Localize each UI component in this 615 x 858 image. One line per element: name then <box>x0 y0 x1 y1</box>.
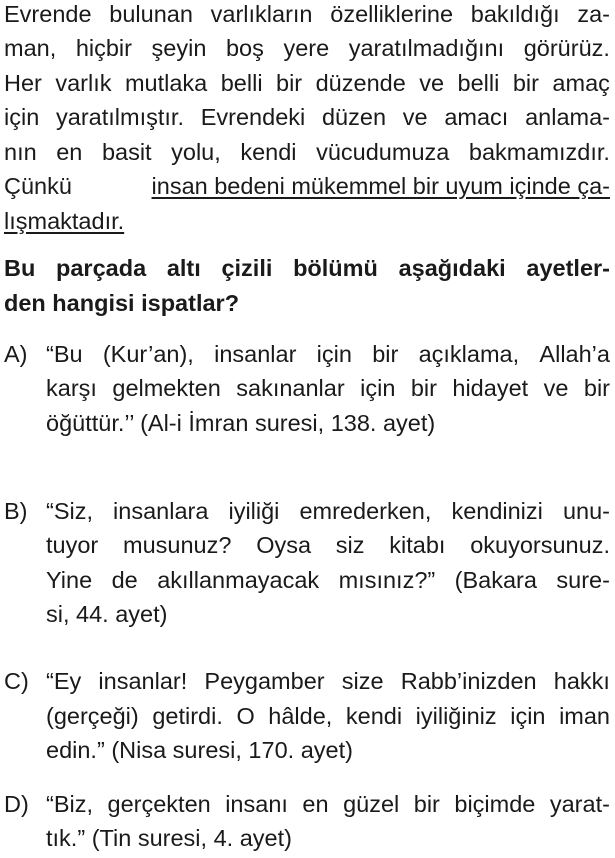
option-line: tık.” (Tin suresi, 4. ayet) <box>46 825 292 851</box>
option-line: Yine de akıllanmayacak mısınız?” (Bakara sure- <box>46 567 610 593</box>
option-letter: C) <box>4 668 29 694</box>
option-letter: D) <box>4 791 29 817</box>
option-line: “Biz, gerçekten insanı en güzel bir biçimde yarat- <box>46 791 610 817</box>
option-line: “Bu (Kur’an), insanlar için bir açıklama, Allah’a <box>46 341 610 367</box>
passage-line: nın en basit yolu, kendi vücudumuza bakmamızdır. <box>4 139 610 165</box>
passage-text: Çünkü <box>4 173 72 199</box>
option-line: “Siz, insanlara iyiliği emrederken, kendinizi unu- <box>46 498 610 524</box>
option-line: tuyor musunuz? Oysa siz kitabı okuyorsunuz. <box>46 532 610 558</box>
option-line: (gerçeği) getirdi. O hâlde, kendi iyiliğiniz için iman <box>46 703 610 729</box>
underlined-text: insan bedeni mükemmel bir uyum içinde ça- <box>151 173 610 199</box>
passage-line <box>4 169 610 203</box>
option-letter: A) <box>4 341 28 367</box>
option-letter: B) <box>4 498 28 524</box>
passage-line: için yaratılmıştır. Evrendeki düzen ve amacı anlama- <box>4 104 610 130</box>
passage-line: man, hiçbir şeyin boş yere yaratılmadığını görürüz. <box>4 35 610 61</box>
passage-line: Evrende bulunan varlıkların özelliklerine bakıldığı za- <box>4 1 610 27</box>
passage-line: Her varlık mutlaka belli bir düzende ve belli bir amaç <box>4 70 610 96</box>
option-line: “Ey insanlar! Peygamber size Rabb’inizden hakkı <box>46 668 610 694</box>
question-line: den hangisi ispatlar? <box>4 290 240 316</box>
underlined-text: lışmaktadır. <box>4 208 125 234</box>
option-line: öğüttür.’’ (Al-i İmran suresi, 138. ayet) <box>46 410 436 436</box>
question-line: Bu parçada altı çizili bölümü aşağıdaki ayetler- <box>4 255 610 281</box>
option-line: karşı gelmekten sakınanlar için bir hidayet ve bir <box>46 375 610 401</box>
passage-line <box>4 204 610 238</box>
option-line: si, 44. ayet) <box>46 601 168 627</box>
option-line: edin.” (Nisa suresi, 170. ayet) <box>46 737 353 763</box>
